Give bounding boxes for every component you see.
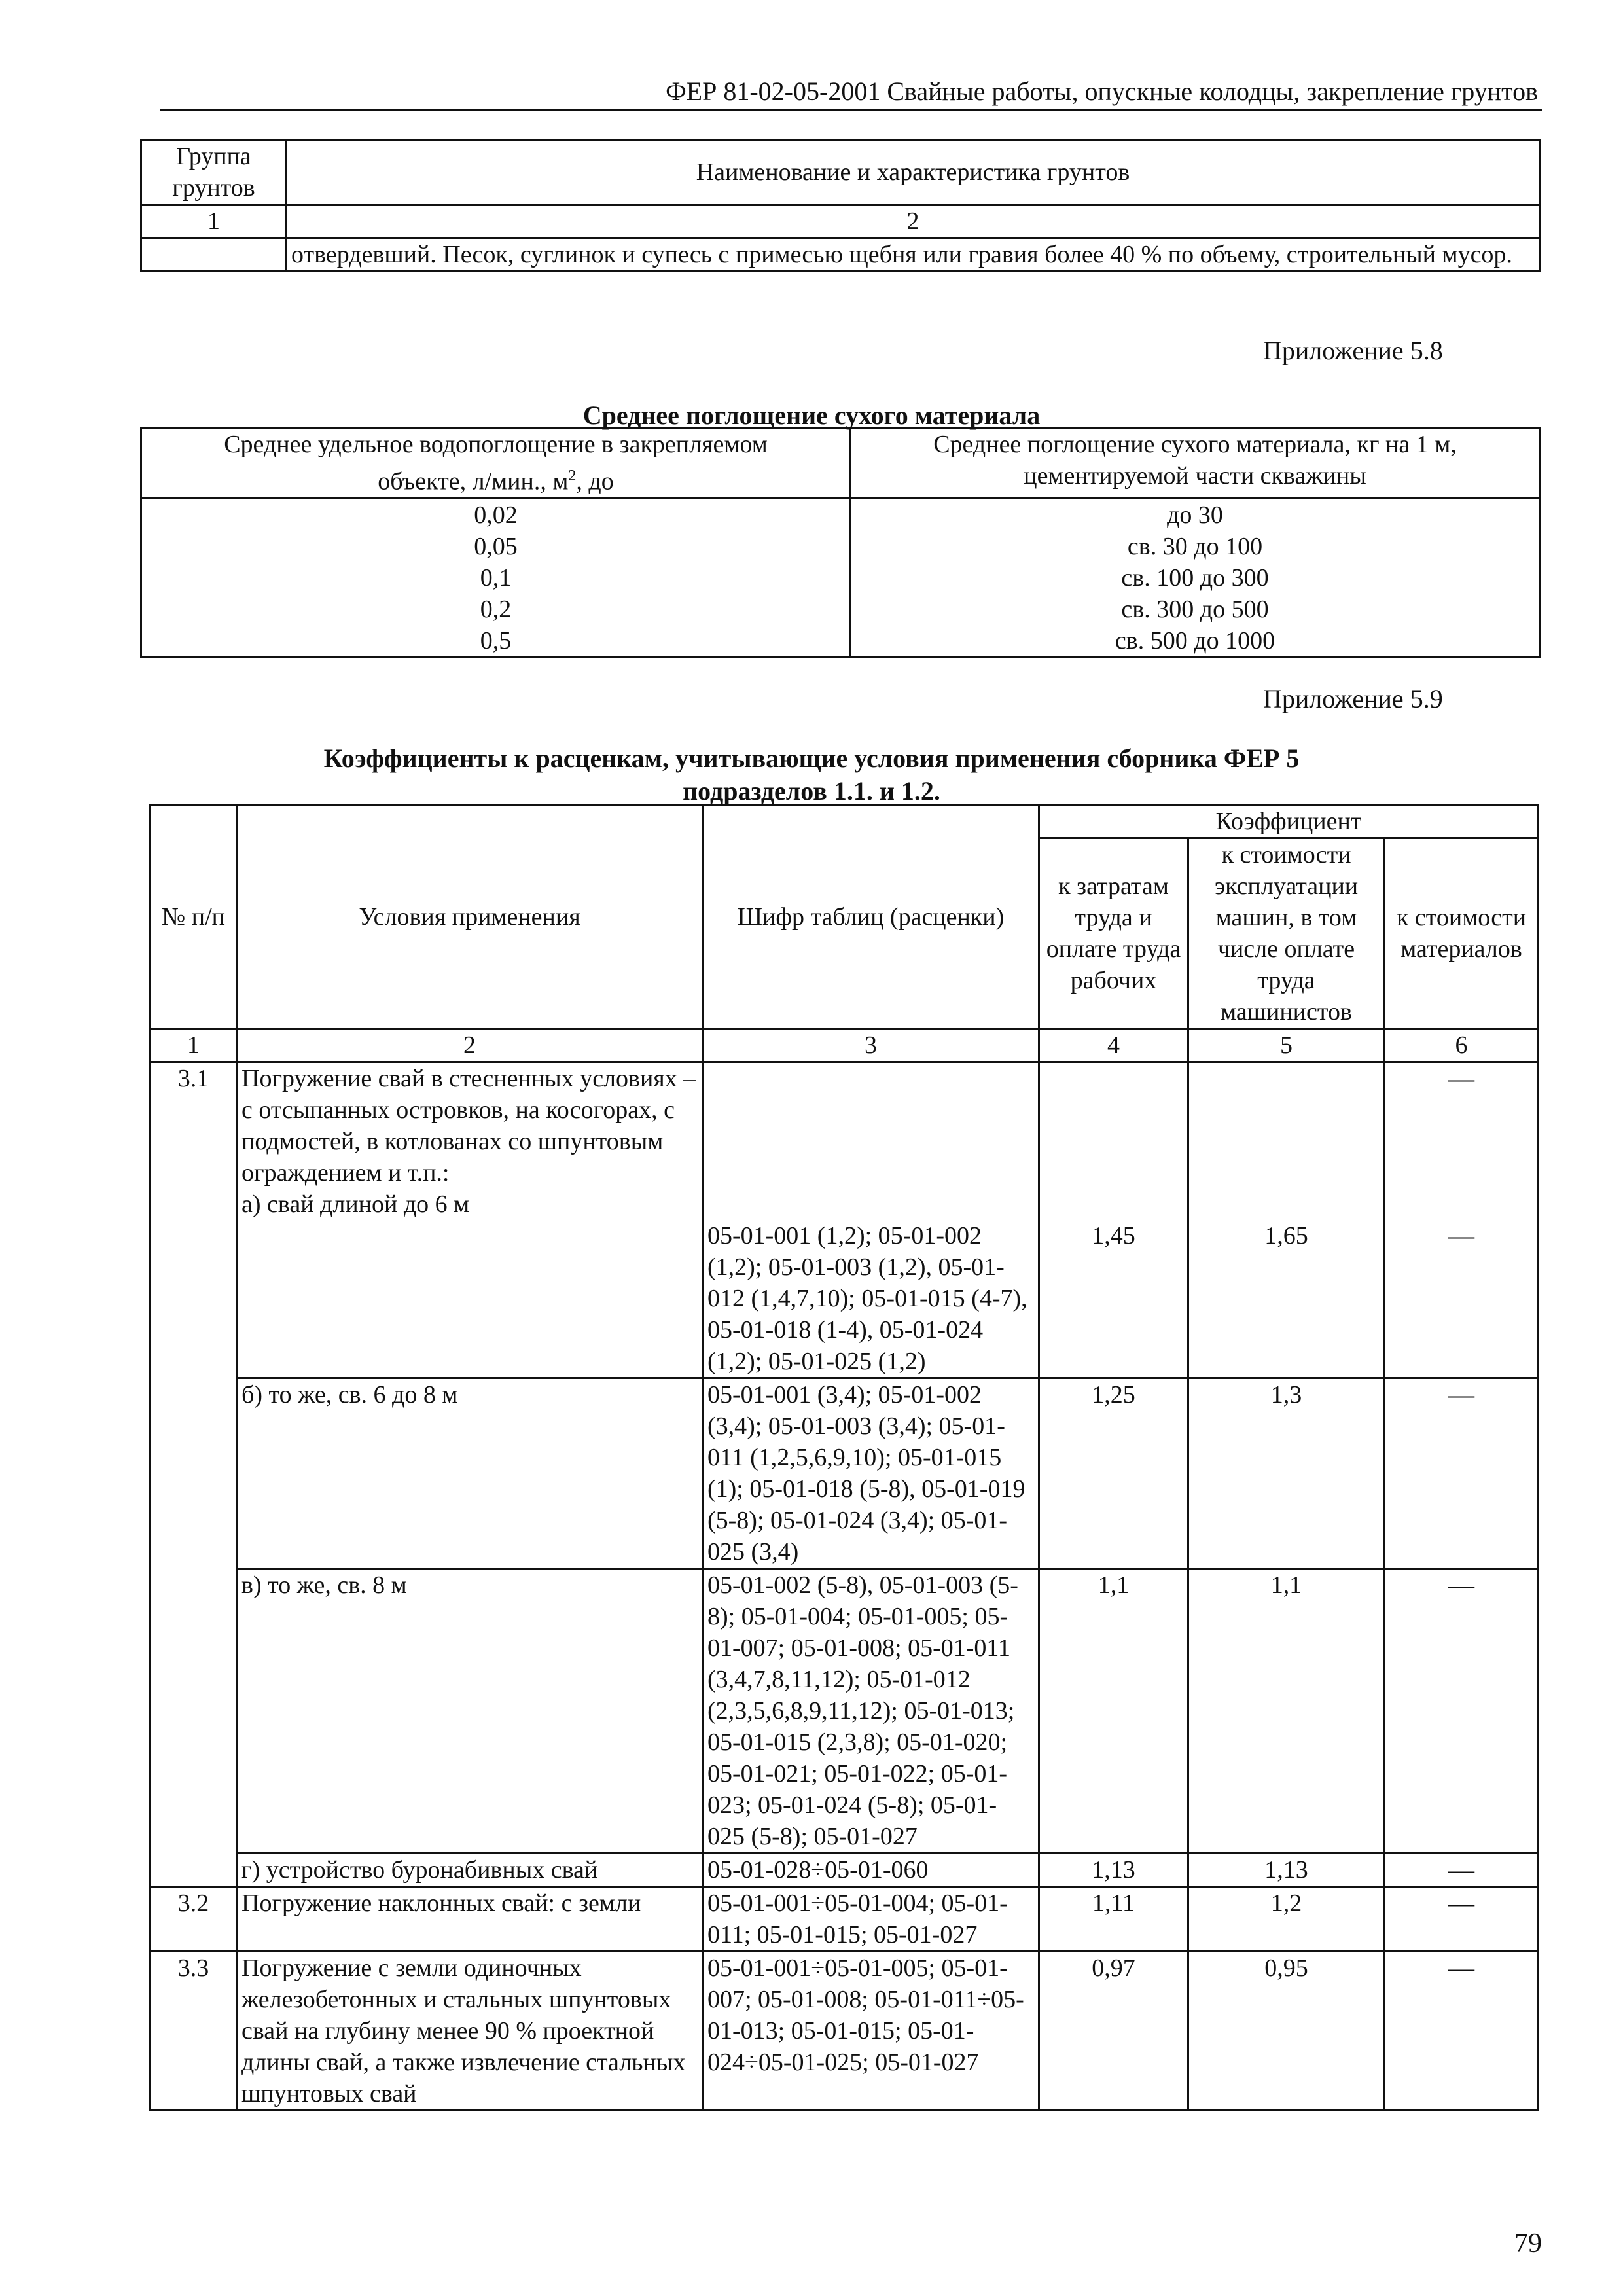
coef-header-codes: Шифр таблиц (расценки) [703, 805, 1039, 1029]
dry-left-value: 0,2 [480, 595, 512, 623]
row-3-1c-codes: 05-01-002 (5-8), 05-01-003 (5-8); 05-01-004; 05-01-005; 05-01-007; 05-01-008; 05-01-011 (3,4,7,8,11,12); 05-01-012 (2,3,5,6,8,9,11,12); 05-01-013; 05-01-015 (2,3,8); 05-01-020; 05-01-021; 05-01-022; 05-01-023; 05-01-024 (5-8); 05-01-025 (5-8); 05-01-027 [703, 1569, 1039, 1854]
row-3-2-materials: — [1385, 1887, 1539, 1952]
coef-header-group: Коэффициент [1039, 805, 1539, 838]
coef-col-number: 1 [151, 1029, 237, 1062]
dry-left-value: 0,05 [474, 532, 518, 560]
coef-col-number: 4 [1039, 1029, 1188, 1062]
row-3-1d-codes: 05-01-028÷05-01-060 [703, 1854, 1039, 1887]
coef-header-num: № п/п [151, 805, 237, 1029]
row-3-1c-materials: — [1385, 1569, 1539, 1854]
row-3-3-machines: 0,95 [1188, 1952, 1385, 2111]
dry-left-value: 0,5 [480, 626, 512, 655]
dry-left-value: 0,1 [480, 564, 512, 592]
appendix-5-9-title-line2: подразделов 1.1. и 1.2. [683, 776, 940, 806]
row-3-1c-labor: 1,1 [1039, 1569, 1188, 1854]
dry-col1-header-line2: объекте, л/мин., м [378, 467, 569, 495]
row-3-1b-machines: 1,3 [1188, 1378, 1385, 1569]
dry-right-value: св. 100 до 300 [1121, 564, 1269, 592]
page-number: 79 [1514, 2229, 1542, 2259]
row-3-1-intro-materials: — [1448, 1064, 1474, 1093]
row-3-1b-codes: 05-01-001 (3,4); 05-01-002 (3,4); 05-01-003 (3,4); 05-01-011 (1,2,5,6,9,10); 05-01-015 (1); 05-01-018 (5-8), 05-01-019 (5-8); 05-01-024 (3,4); 05-01-025 (3,4) [703, 1378, 1039, 1569]
coef-col-number: 5 [1188, 1029, 1385, 1062]
row-3-3-labor: 0,97 [1039, 1952, 1188, 2111]
dry-col1-header-line1: Среднее удельное водопоглощение в закрепляемом [224, 431, 768, 458]
dry-col2-header: Среднее поглощение сухого материала, кг на 1 м, цементируемой части скважины [851, 428, 1540, 499]
row-3-1a-machines: 1,65 [1188, 1062, 1385, 1378]
dry-col1-header-tail: , до [576, 467, 614, 495]
row-3-1d-labor: 1,13 [1039, 1854, 1188, 1887]
table-row [151, 1569, 1539, 1854]
table-row [151, 1378, 1539, 1569]
row-3-2-num: 3.2 [151, 1887, 237, 1952]
row-3-1b-labor: 1,25 [1039, 1378, 1188, 1569]
dry-left-value: 0,02 [474, 501, 518, 529]
row-3-1b-materials: — [1385, 1378, 1539, 1569]
row-3-1-conditions [237, 1062, 703, 1378]
row-3-1a-codes-cell [703, 1062, 1039, 1378]
running-title: ФЕР 81-02-05-2001 Свайные работы, опускные колодцы, закрепление грунтов [666, 77, 1538, 106]
row-3-1-intro: Погружение свай в стесненных условиях – с отсыпанных островков, на косогорах, с подмостей, в котлованах со шпунтовым ограждением и т.п.: [241, 1065, 696, 1187]
table-row [151, 1952, 1539, 2111]
row-3-1d-materials: — [1385, 1854, 1539, 1887]
dry-right-value: св. 30 до 100 [1127, 532, 1263, 560]
row-3-2-label: Погружение наклонных свай: с земли [237, 1887, 703, 1952]
row-3-2-codes: 05-01-001÷05-01-004; 05-01-011; 05-01-015; 05-01-027 [703, 1887, 1039, 1952]
table-row [151, 1854, 1539, 1887]
coef-col-number: 2 [237, 1029, 703, 1062]
appendix-5-9-title [131, 742, 1492, 808]
soil-col1-header: Группа грунтов [141, 140, 287, 205]
dry-material-table [140, 427, 1541, 658]
row-3-1-materials-cell [1385, 1062, 1539, 1378]
row-3-2-machines: 1,2 [1188, 1887, 1385, 1952]
appendix-5-8-title: Среднее поглощение сухого материала [582, 401, 1041, 430]
appendix-5-9-title-line1: Коэффициенты к расценкам, учитывающие условия применения сборника ФЕР 5 [323, 744, 1300, 773]
dry-right-value: до 30 [1167, 501, 1223, 529]
coefficients-table [149, 804, 1539, 2111]
row-3-2-labor: 1,11 [1039, 1887, 1188, 1952]
row-3-1a-materials: — [1448, 1221, 1474, 1250]
coef-header-materials: к стоимости материалов [1385, 838, 1539, 1029]
soil-col2-number: 2 [287, 205, 1540, 238]
row-3-1-num: 3.1 [151, 1062, 237, 1887]
appendix-5-9-label: Приложение 5.9 [1263, 684, 1443, 713]
coef-header-conditions: Условия применения [237, 805, 703, 1029]
dry-col1-header [141, 428, 851, 499]
row-3-3-codes: 05-01-001÷05-01-005; 05-01-007; 05-01-008; 05-01-011÷05-01-013; 05-01-015; 05-01-024÷05-01-025; 05-01-027 [703, 1952, 1039, 2111]
row-3-1a-label: а) свай длиной до 6 м [241, 1191, 470, 1218]
row-3-3-label: Погружение с земли одиночных железобетонных и стальных шпунтовых свай на глубину менее 90 % проектной длины свай, а также извлечение стальных шпунтовых свай [237, 1952, 703, 2111]
soil-groups-table [140, 139, 1541, 272]
dry-right-value: св. 500 до 1000 [1115, 626, 1275, 655]
dry-water-absorption-values [141, 498, 851, 657]
table-row [151, 1887, 1539, 1952]
running-header [160, 72, 1542, 111]
row-3-1b-label: б) то же, св. 6 до 8 м [237, 1378, 703, 1569]
table-row [151, 1062, 1539, 1378]
soil-col1-number: 1 [141, 205, 287, 238]
row-3-1d-label: г) устройство буронабивных свай [237, 1854, 703, 1887]
dry-col1-header-sup: 2 [568, 467, 577, 484]
coef-header-machines: к стоимости эксплуатации машин, в том числе оплате труда машинистов [1188, 838, 1385, 1029]
soil-row-text: отвердевший. Песок, суглинок и супесь с примесью щебня или гравия более 40 % по объему, строительный мусор. [287, 238, 1540, 272]
coef-col-number: 6 [1385, 1029, 1539, 1062]
row-3-1a-codes: 05-01-001 (1,2); 05-01-002 (1,2); 05-01-003 (1,2), 05-01-012 (1,4,7,10); 05-01-015 (4-7), 05-01-018 (1-4), 05-01-024 (1,2); 05-01-025 (1,2) [707, 1222, 1027, 1375]
row-3-1c-machines: 1,1 [1188, 1569, 1385, 1854]
soil-row-group [141, 238, 287, 272]
row-3-1c-label: в) то же, св. 8 м [237, 1569, 703, 1854]
row-3-3-num: 3.3 [151, 1952, 237, 2111]
coef-header-labor: к затратам труда и оплате труда рабочих [1039, 838, 1188, 1029]
dry-material-absorption-values [851, 498, 1540, 657]
dry-right-value: св. 300 до 500 [1121, 595, 1269, 623]
appendix-5-8-label: Приложение 5.8 [1263, 336, 1443, 365]
row-3-1a-labor: 1,45 [1039, 1062, 1188, 1378]
coef-col-number: 3 [703, 1029, 1039, 1062]
soil-col2-header: Наименование и характеристика грунтов [287, 140, 1540, 205]
row-3-1d-machines: 1,13 [1188, 1854, 1385, 1887]
row-3-3-materials: — [1385, 1952, 1539, 2111]
